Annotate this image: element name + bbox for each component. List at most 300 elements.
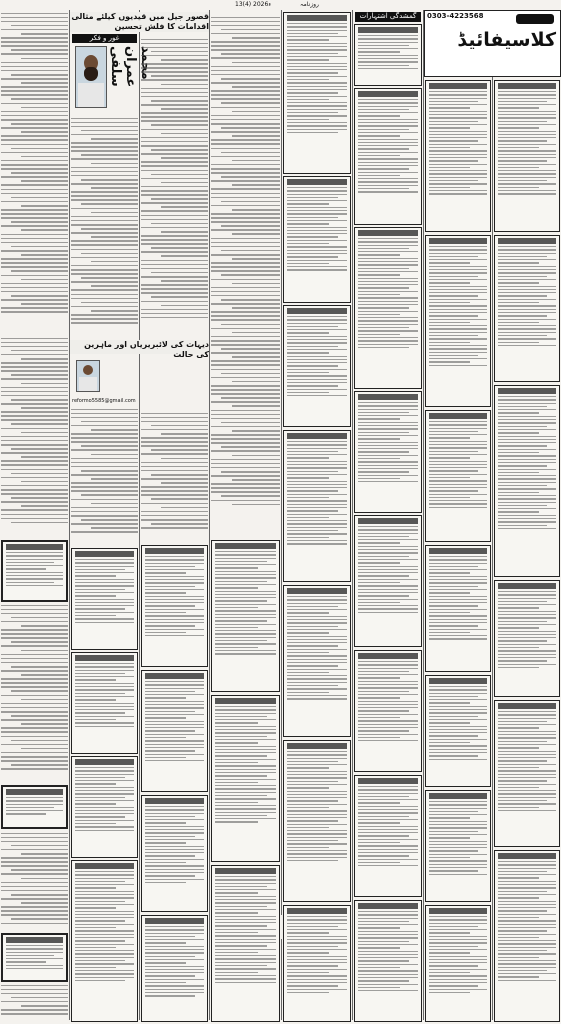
text-line <box>211 41 280 43</box>
text-line <box>358 533 418 534</box>
text-line <box>429 441 487 442</box>
text-line <box>429 289 487 290</box>
text-line <box>11 497 68 499</box>
text-line <box>287 346 338 347</box>
text-line <box>161 305 208 307</box>
text-line <box>429 474 487 475</box>
text-line <box>1 609 68 611</box>
text-line <box>75 676 134 677</box>
text-line <box>221 348 280 350</box>
text-line <box>498 784 556 785</box>
text-line <box>141 161 208 163</box>
text-line <box>498 325 556 326</box>
text-line <box>287 824 347 825</box>
text-line <box>287 510 338 511</box>
text-line <box>75 884 134 885</box>
text-line <box>498 416 556 417</box>
text-line <box>287 797 347 798</box>
text-line <box>215 633 276 634</box>
text-line <box>81 302 138 304</box>
text-line <box>145 697 186 698</box>
text-line <box>215 929 276 930</box>
ad-box <box>71 548 138 650</box>
text-line <box>498 657 556 658</box>
text-line <box>498 611 556 612</box>
text-line <box>498 269 556 270</box>
text-line <box>215 912 258 913</box>
text-line <box>287 649 347 650</box>
text-line <box>429 150 487 151</box>
text-line <box>145 942 186 943</box>
text-line <box>1 910 68 912</box>
text-line <box>11 49 68 51</box>
text-line <box>211 426 280 428</box>
text-line <box>145 836 195 837</box>
text-line <box>161 433 208 435</box>
text-line <box>1 250 68 252</box>
text-line <box>358 569 418 570</box>
text-line <box>498 521 556 522</box>
text-line <box>498 445 547 446</box>
text-line <box>429 170 487 171</box>
text-line <box>161 59 208 61</box>
text-line <box>429 755 478 756</box>
text-line <box>429 566 478 567</box>
text-line <box>221 53 280 55</box>
text-line <box>21 853 68 855</box>
text-line <box>1 78 68 80</box>
text-line <box>215 925 267 926</box>
text-line <box>145 750 195 751</box>
text-line <box>498 980 556 981</box>
text-line <box>71 208 138 210</box>
text-line <box>429 140 478 141</box>
text-line <box>358 432 409 433</box>
ad-box <box>141 795 208 912</box>
text-line <box>498 262 539 263</box>
text-line <box>358 61 418 62</box>
text-line <box>287 96 347 97</box>
text-line <box>358 734 418 735</box>
text-line <box>211 442 280 444</box>
text-line <box>287 926 338 927</box>
text-line <box>287 375 347 376</box>
text-line <box>429 985 478 986</box>
text-line <box>498 442 556 443</box>
text-line <box>358 717 400 718</box>
text-line <box>141 215 208 217</box>
text-line <box>498 714 556 715</box>
text-line <box>81 421 138 423</box>
text-line <box>287 514 347 515</box>
text-line <box>358 68 418 69</box>
text-line <box>358 832 418 833</box>
text-line <box>429 969 487 970</box>
text-line <box>287 76 347 77</box>
text-line <box>211 217 280 219</box>
text-line <box>232 258 280 260</box>
text-line <box>211 57 280 59</box>
text-line <box>1 307 68 309</box>
text-line <box>287 125 347 126</box>
text-line <box>358 566 418 567</box>
text-line <box>358 865 418 866</box>
text-line <box>358 468 418 469</box>
text-line <box>429 702 470 703</box>
text-line <box>1 139 68 141</box>
text-line <box>429 732 487 733</box>
text-line <box>145 829 204 830</box>
text-line <box>75 595 116 596</box>
text-line <box>287 767 329 768</box>
text-line <box>358 536 409 537</box>
text-line <box>6 807 54 808</box>
text-line <box>75 820 134 821</box>
text-line <box>141 264 208 266</box>
text-line <box>221 299 280 301</box>
text-line <box>498 426 547 427</box>
text-line <box>358 802 400 803</box>
text-line <box>161 482 208 484</box>
text-line <box>498 488 556 489</box>
text-line <box>498 98 556 99</box>
text-line <box>287 102 347 103</box>
text-line <box>498 432 539 433</box>
ad-box <box>71 652 138 754</box>
text-line <box>358 526 418 527</box>
text-line <box>215 892 258 893</box>
text-line <box>358 58 418 59</box>
text-line <box>145 966 204 967</box>
text-line <box>287 758 347 759</box>
text-line <box>358 605 418 606</box>
text-line <box>6 559 63 560</box>
text-line <box>75 960 125 961</box>
text-line <box>221 250 280 252</box>
columnist-email: reformo5585@gmail.com <box>72 398 136 404</box>
text-line <box>498 164 556 165</box>
text-line <box>498 884 556 885</box>
text-line <box>358 927 400 928</box>
article-text <box>141 410 208 538</box>
text-line <box>287 323 347 324</box>
text-line <box>358 402 418 403</box>
text-line <box>358 724 418 725</box>
text-line <box>287 692 329 693</box>
headline-second: دیہات کی لائبریریاں اور ماہرین کی حالت <box>70 340 209 354</box>
text-line <box>498 147 539 148</box>
text-line <box>358 931 418 932</box>
text-line <box>287 942 347 943</box>
text-line <box>429 111 487 112</box>
text-line <box>71 134 138 136</box>
text-line <box>75 706 134 707</box>
text-line <box>211 33 280 35</box>
text-line <box>358 592 418 593</box>
text-line <box>358 245 418 246</box>
text-line <box>429 249 487 250</box>
ad-box <box>354 88 422 225</box>
text-line <box>358 102 418 103</box>
text-line <box>429 962 487 963</box>
text-line <box>498 790 556 791</box>
text-line <box>211 148 280 150</box>
text-line <box>287 962 347 963</box>
text-line <box>429 147 470 148</box>
text-line <box>429 946 478 947</box>
text-line <box>429 808 487 809</box>
text-line <box>161 231 208 233</box>
text-line <box>429 592 470 593</box>
text-line <box>232 307 280 309</box>
text-line <box>287 619 347 620</box>
text-line <box>429 834 487 835</box>
text-line <box>11 845 68 847</box>
text-line <box>1 890 68 892</box>
text-line <box>287 481 347 482</box>
text-line <box>498 127 539 128</box>
text-line <box>498 117 556 118</box>
text-line <box>71 318 138 320</box>
text-line <box>141 301 208 303</box>
ad-box <box>283 12 351 174</box>
text-line <box>81 228 138 230</box>
text-line <box>145 615 204 616</box>
text-line <box>358 980 409 981</box>
text-line <box>358 268 409 269</box>
text-line <box>498 868 556 869</box>
text-line <box>287 197 338 198</box>
text-line <box>141 116 208 118</box>
text-line <box>358 448 418 449</box>
text-line <box>145 757 186 758</box>
text-line <box>429 183 487 184</box>
text-line <box>1 485 68 487</box>
text-line <box>221 176 280 178</box>
text-line <box>287 979 347 980</box>
text-line <box>215 765 276 766</box>
text-line <box>1 686 68 688</box>
text-line <box>141 276 208 278</box>
text-line <box>287 326 338 327</box>
text-line <box>71 413 138 415</box>
text-line <box>358 304 418 305</box>
text-line <box>358 241 418 242</box>
text-line <box>151 498 208 500</box>
text-line <box>358 181 418 182</box>
text-line <box>141 519 208 521</box>
text-line <box>429 335 478 336</box>
text-line <box>358 129 409 130</box>
text-line <box>429 434 487 435</box>
text-line <box>429 722 470 723</box>
text-line <box>215 755 267 756</box>
text-line <box>211 188 280 190</box>
text-line <box>1 703 68 705</box>
text-line <box>498 495 556 496</box>
text-line <box>91 187 138 189</box>
text-line <box>498 637 556 638</box>
text-line <box>498 246 556 247</box>
text-line <box>215 567 258 568</box>
text-line <box>358 51 400 52</box>
text-line <box>287 92 338 93</box>
text-line <box>215 949 276 950</box>
text-line <box>287 497 329 498</box>
text-line <box>71 289 138 291</box>
text-line <box>1 477 68 479</box>
text-line <box>1 387 68 389</box>
text-line <box>71 523 138 525</box>
text-line <box>287 688 347 689</box>
text-line <box>211 385 280 387</box>
text-line <box>429 190 487 191</box>
text-line <box>287 69 347 70</box>
text-line <box>71 195 138 197</box>
text-line <box>141 71 208 73</box>
text-line <box>211 352 280 354</box>
text-line <box>358 340 418 341</box>
text-line <box>71 482 138 484</box>
text-line <box>211 17 280 19</box>
text-line <box>91 261 138 263</box>
text-line <box>75 562 134 563</box>
article-text <box>141 36 208 336</box>
text-line <box>429 160 478 161</box>
text-line <box>211 180 280 182</box>
text-line <box>358 281 418 282</box>
text-line <box>1 127 68 129</box>
text-line <box>498 737 556 738</box>
text-line <box>91 478 138 480</box>
text-line <box>71 449 138 451</box>
text-line <box>358 261 418 262</box>
text-line <box>429 952 470 953</box>
text-line <box>211 262 280 264</box>
text-line <box>498 429 556 430</box>
text-line <box>358 418 400 419</box>
text-line <box>287 685 338 686</box>
text-line <box>287 213 347 214</box>
text-line <box>1 193 68 195</box>
text-line <box>358 793 418 794</box>
text-line <box>498 180 547 181</box>
text-line <box>287 389 347 390</box>
text-line <box>91 503 138 505</box>
text-line <box>429 461 487 462</box>
text-line <box>161 157 208 159</box>
text-line <box>358 109 409 110</box>
text-line <box>287 530 338 531</box>
text-line <box>358 175 400 176</box>
text-line <box>1 993 68 995</box>
text-line <box>358 727 418 728</box>
text-line <box>6 797 63 798</box>
text-line <box>287 787 329 788</box>
text-line <box>287 523 347 524</box>
text-line <box>75 666 134 667</box>
text-line <box>287 639 347 640</box>
text-line <box>358 478 400 479</box>
ad-box <box>494 850 560 1022</box>
text-line <box>6 961 46 962</box>
text-line <box>75 911 134 912</box>
text-line <box>498 131 556 132</box>
text-line <box>11 25 68 27</box>
text-line <box>287 645 338 646</box>
text-line <box>215 939 276 940</box>
text-line <box>215 896 276 897</box>
text-line <box>215 709 276 710</box>
text-line <box>71 294 138 296</box>
text-line <box>75 930 134 931</box>
text-line <box>141 453 208 455</box>
text-line <box>1 391 68 393</box>
text-line <box>429 490 478 491</box>
ad-box <box>354 900 422 1022</box>
text-line <box>498 963 556 964</box>
text-line <box>215 558 276 559</box>
text-line <box>498 478 556 479</box>
text-line <box>287 63 347 64</box>
text-line <box>498 144 556 145</box>
text-line <box>358 191 418 192</box>
text-line <box>145 839 204 840</box>
text-line <box>358 707 418 708</box>
text-line <box>429 923 487 924</box>
numbered-list <box>211 14 280 534</box>
text-line <box>287 504 347 505</box>
text-line <box>75 726 134 727</box>
text-line <box>151 124 208 126</box>
text-line <box>215 643 276 644</box>
text-line <box>429 686 487 687</box>
text-line <box>71 224 138 226</box>
text-line <box>75 585 134 586</box>
text-line <box>287 662 347 663</box>
text-line <box>6 945 63 946</box>
text-line <box>429 117 487 118</box>
text-line <box>498 253 556 254</box>
text-line <box>21 902 68 904</box>
text-line <box>6 562 54 563</box>
text-line <box>287 603 347 604</box>
text-line <box>429 348 487 349</box>
text-line <box>1 989 68 991</box>
text-line <box>141 165 208 167</box>
text-line <box>429 589 487 590</box>
ad-box <box>211 865 280 1022</box>
text-line <box>358 317 418 318</box>
text-line <box>141 284 208 286</box>
text-line <box>6 575 63 576</box>
text-line <box>287 695 347 696</box>
text-line <box>498 741 547 742</box>
text-line <box>141 186 208 188</box>
text-line <box>145 826 204 827</box>
text-line <box>358 455 418 456</box>
text-line <box>287 362 347 363</box>
text-line <box>287 36 347 37</box>
text-line <box>141 470 208 472</box>
text-line <box>21 229 68 231</box>
text-line <box>498 439 556 440</box>
text-line <box>358 330 418 331</box>
text-line <box>1 654 68 656</box>
text-line <box>75 599 134 600</box>
text-line <box>498 137 556 138</box>
text-line <box>211 377 280 379</box>
